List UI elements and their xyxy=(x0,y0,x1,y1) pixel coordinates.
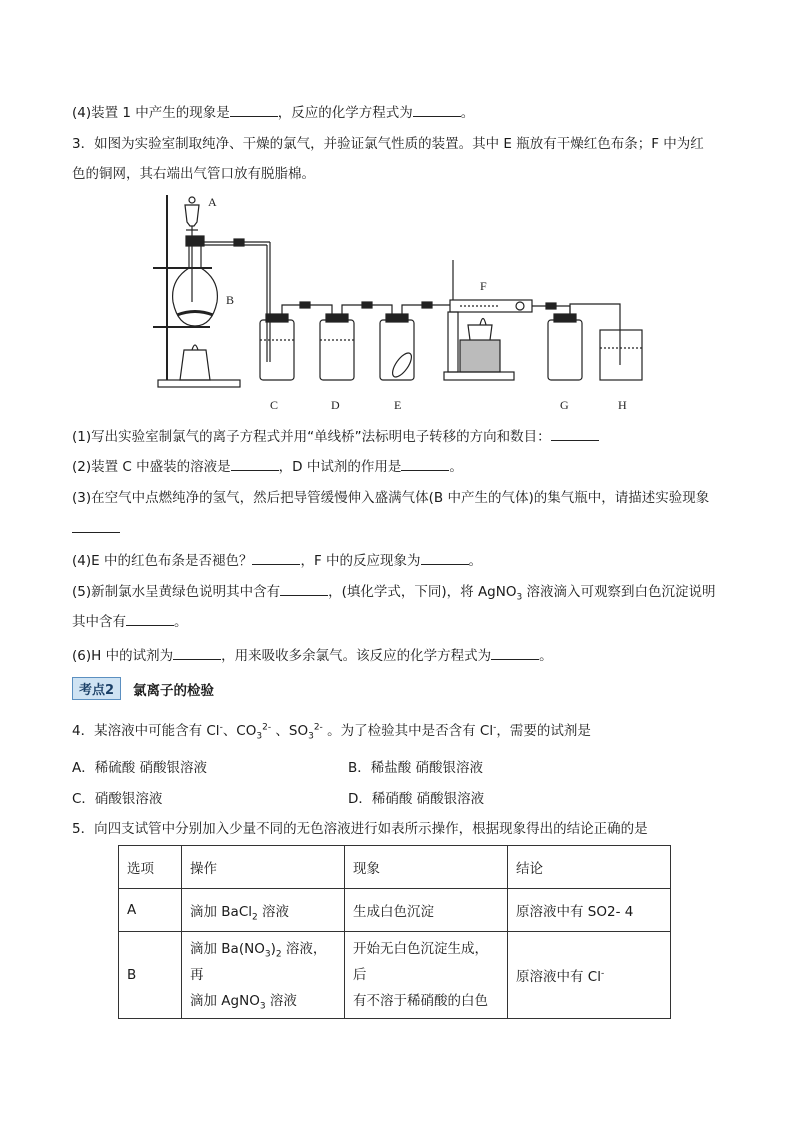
answer-blank[interactable] xyxy=(551,426,599,441)
beaker-h xyxy=(600,330,642,380)
q3-part3-blank xyxy=(72,518,120,539)
row-b-operation: 滴加 $Ba(NO_3)_2$ 溶液，再 滴加 AgNO$_3$ 溶液 xyxy=(182,932,345,1019)
row-b-conclusion: 原溶液中有 Cl- xyxy=(508,932,671,1019)
row-a-operation: 滴加 BaCl$_2$ 溶液 xyxy=(182,889,345,932)
cotton-plug xyxy=(516,302,524,310)
q3-part5: (5)新制氯水呈黄绿色说明其中含有 ，(填化学式，下同)，将 AgNO$_3$ 溶液滴入可观察到白色沉淀说明 xyxy=(72,581,716,602)
section-tag: 考点2 xyxy=(72,677,121,700)
q3-part3: (3)在空气中点燃纯净的氢气，然后把导管缓慢伸入盛满气体(B 中产生的气体)的集气瓶中，请描述实验现象 xyxy=(72,490,710,506)
joint-e-f xyxy=(422,302,432,308)
stand-f xyxy=(448,312,458,372)
header-operation: 操作 xyxy=(182,846,345,889)
joint-f-g xyxy=(546,303,556,309)
stopper-c xyxy=(266,314,288,322)
stand-base xyxy=(158,380,240,387)
burner xyxy=(180,350,210,380)
burner-flame xyxy=(192,345,198,350)
bottle-g xyxy=(548,320,582,380)
joint-d-e xyxy=(362,302,372,308)
q4-option-b[interactable]: B．稀盐酸 硝酸银溶液 xyxy=(348,760,484,776)
label-a: A xyxy=(208,195,217,209)
label-b: B xyxy=(226,293,235,307)
answer-blank[interactable] xyxy=(126,611,174,626)
answer-blank[interactable] xyxy=(280,581,328,596)
table-row xyxy=(119,932,671,1019)
q4-stem: 4．某溶液中可能含有 Cl-、$CO_3^{2-}$ 、$SO_3^{2-}$ 。为了检验其中是否含有 Cl-，需要的试剂是 xyxy=(72,722,591,742)
answer-blank[interactable] xyxy=(401,456,449,471)
q4-option-a[interactable]: A．稀硫酸 硝酸银溶液 xyxy=(72,760,208,776)
header-option: 选项 xyxy=(119,846,182,889)
q4-option-d[interactable]: D．稀硝酸 硝酸银溶液 xyxy=(348,791,485,807)
q3-part4: (4)E 中的红色布条是否褪色？ ，F 中的反应现象为 。 xyxy=(72,550,482,571)
answer-blank[interactable] xyxy=(173,645,221,660)
answer-blank[interactable] xyxy=(230,102,278,117)
red-cloth-strip xyxy=(389,350,415,380)
answer-blank[interactable] xyxy=(231,456,279,471)
stopper-d xyxy=(326,314,348,322)
row-b-phenomenon: 开始无白色沉淀生成，后 有不溶于稀硝酸的白色 xyxy=(345,932,508,1019)
stopper-e xyxy=(386,314,408,322)
label-h: H xyxy=(618,398,627,412)
q3-intro-2: 色的铜网，其右端出气管口放有脱脂棉。 xyxy=(72,166,315,182)
section-header xyxy=(72,677,214,700)
lamp-flame xyxy=(480,319,486,326)
q3-intro-1: 3．如图为实验室制取纯净、干燥的氯气，并验证氯气性质的装置。其中 E 瓶放有干燥红色布条；F 中为红 xyxy=(72,136,704,152)
q2-part4: (4)装置 1 中产生的现象是 ，反应的化学方程式为 。 xyxy=(72,102,474,123)
bottle-d xyxy=(320,320,354,380)
chlorine-apparatus-diagram xyxy=(150,190,650,412)
q4-option-c[interactable]: C．硝酸银溶液 xyxy=(72,791,163,807)
tube-g-h xyxy=(570,304,620,365)
row-a-phenomenon: 生成白色沉淀 xyxy=(345,889,508,932)
q3-part5-cont: 其中含有 。 xyxy=(72,611,188,632)
answer-blank[interactable] xyxy=(491,645,539,660)
table-row xyxy=(119,889,671,932)
table-header-row xyxy=(119,846,671,889)
bottle-c xyxy=(260,320,294,380)
label-d: D xyxy=(331,398,340,412)
header-phenomenon: 现象 xyxy=(345,846,508,889)
label-e: E xyxy=(394,398,402,412)
funnel-a xyxy=(185,205,199,226)
label-f: F xyxy=(480,279,487,293)
funnel-stopper xyxy=(189,197,195,203)
answer-blank[interactable] xyxy=(421,550,469,565)
tube-joint xyxy=(234,239,244,246)
answer-blank[interactable] xyxy=(252,550,300,565)
row-b-option: B xyxy=(119,932,182,1019)
stand-f-base xyxy=(444,372,514,380)
q3-part6: (6)H 中的试剂为 ，用来吸收多余氯气。该反应的化学方程式为 。 xyxy=(72,645,553,666)
q3-part2: (2)装置 C 中盛装的溶液是 ，D 中试剂的作用是 。 xyxy=(72,456,463,477)
answer-blank[interactable] xyxy=(413,102,461,117)
header-conclusion: 结论 xyxy=(508,846,671,889)
joint-c-d xyxy=(300,302,310,308)
stopper-g xyxy=(554,314,576,322)
row-a-option: A xyxy=(119,889,182,932)
answer-blank[interactable] xyxy=(72,518,120,533)
q3-part1: (1)写出实验室制氯气的离子方程式并用“单线桥”法标明电子转移的方向和数目： xyxy=(72,426,599,447)
label-c: C xyxy=(270,398,279,412)
lamp-base xyxy=(460,340,500,372)
bottle-e xyxy=(380,320,414,380)
row-a-conclusion: 原溶液中有 SO2- 4 xyxy=(508,889,671,932)
flask-solid xyxy=(177,312,213,316)
q5-stem: 5．向四支试管中分别加入少量不同的无色溶液进行如表所示操作，根据现象得出的结论正确的是 xyxy=(72,821,648,837)
label-g: G xyxy=(560,398,569,412)
q5-table xyxy=(118,845,671,1019)
lamp xyxy=(468,325,492,340)
section-title: 氯离子的检验 xyxy=(133,682,215,699)
